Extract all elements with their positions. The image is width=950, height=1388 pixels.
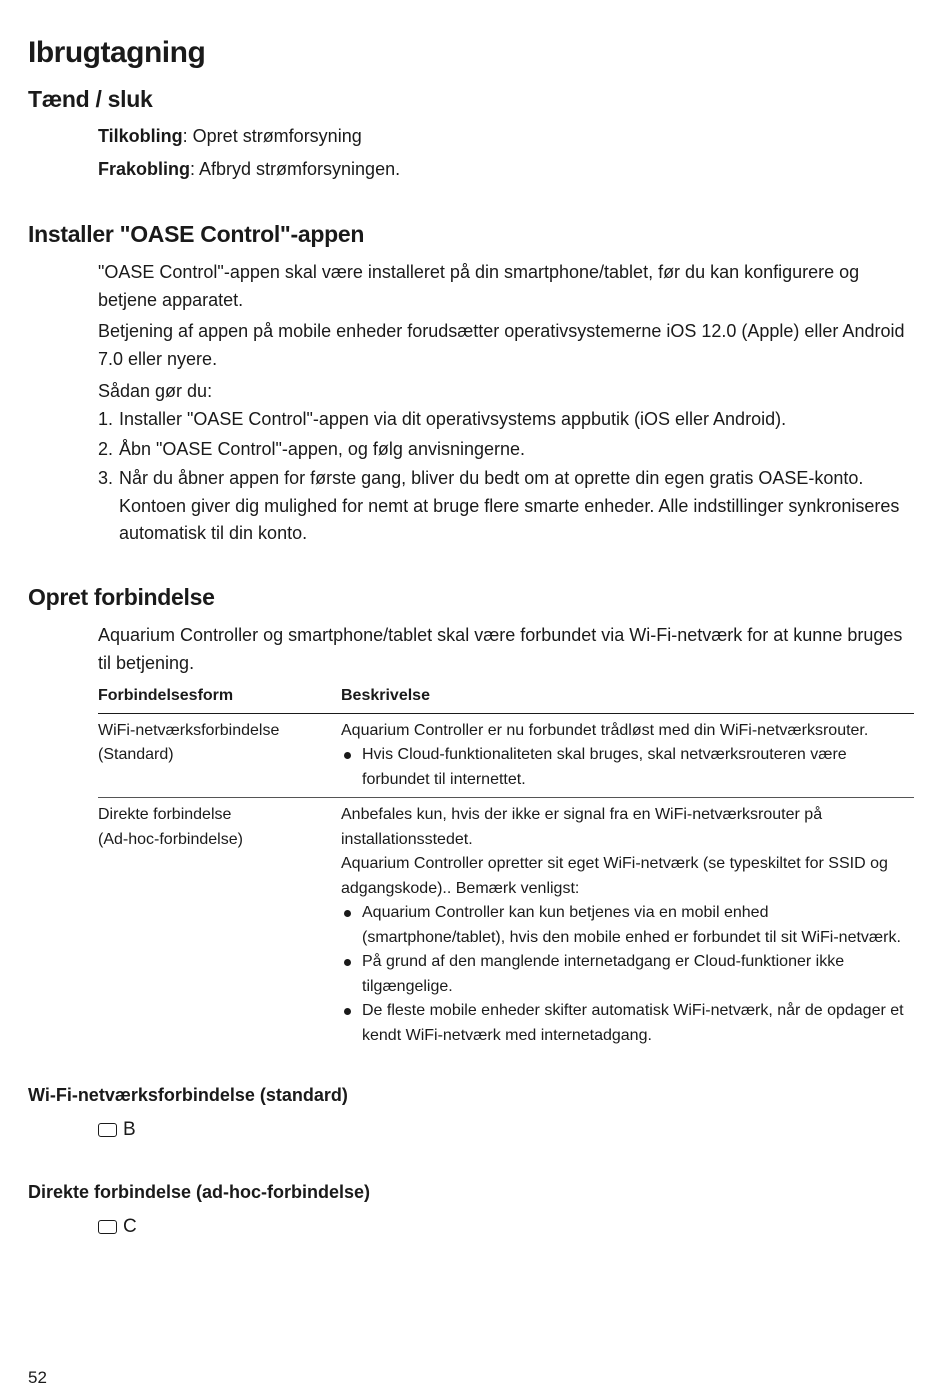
- connect-intro: Aquarium Controller og smartphone/tablet skal være forbundet via Wi-Fi-netværk for at kunne bruges til betjening.: [98, 625, 903, 673]
- app-paragraph-3: Sådan gør du:: [98, 381, 213, 401]
- form-line: (Ad-hoc-forbindelse): [98, 830, 243, 848]
- step-number: 3.: [98, 468, 114, 488]
- list-item: [98, 436, 918, 464]
- figure-letter: B: [123, 1119, 136, 1140]
- power-on-line: [98, 122, 918, 150]
- figure-icon: [98, 1123, 117, 1137]
- form-line: Direkte forbindelse: [98, 806, 232, 823]
- form-line: (Standard): [98, 746, 174, 763]
- bullet-list: [341, 901, 914, 1048]
- step-number: 2.: [98, 438, 114, 459]
- app-paragraph-2: Betjening af appen på mobile enheder forudsætter operativsystemerne iOS 12.0 (Apple) eller Android 7.0 eller nyere.: [98, 321, 905, 369]
- table-header-row: [98, 684, 914, 713]
- table-cell-description: [341, 713, 914, 798]
- power-off-text: : Afbryd strømforsyningen.: [190, 159, 401, 179]
- app-paragraph-1: "OASE Control"-appen skal være installeret på din smartphone/tablet, før du kan konfigurere og betjene apparatet.: [98, 262, 860, 310]
- form-line: WiFi-netværksforbindelse: [98, 721, 280, 739]
- bullet-list: [341, 743, 914, 792]
- bullet-item: På grund af den manglende internetadgang er Cloud-funktioner ikke tilgængelige.: [341, 950, 914, 999]
- step-text: Installer "OASE Control"-appen via dit operativsystems appbutik (iOS eller Android).: [119, 409, 787, 429]
- list-item: [98, 406, 918, 434]
- description-text: Aquarium Controller opretter sit eget WiFi-netværk (se typeskiltet for SSID og adgangskode).. Bemærk venligst:: [341, 855, 888, 897]
- description-text: Aquarium Controller er nu forbundet trådløst med din WiFi-netværksrouter.: [341, 721, 869, 739]
- power-off-label: Frakobling: [98, 159, 191, 179]
- table-header-description: Beskrivelse: [341, 684, 914, 713]
- page-number: 52: [28, 1368, 47, 1387]
- heading-app: Installer "OASE Control"-appen: [28, 221, 365, 247]
- figure-reference-b: [98, 1119, 136, 1141]
- step-text: Åbn "OASE Control"-appen, og følg anvisningerne.: [119, 438, 526, 459]
- step-number: 1.: [98, 409, 114, 429]
- page-title: Ibrugtagning: [28, 36, 206, 69]
- table-cell-description: [341, 798, 914, 1054]
- power-on-text: : Opret strømforsyning: [182, 126, 362, 146]
- table-cell-form: [98, 798, 341, 1054]
- heading-wifi: Wi-Fi-netværksforbindelse (standard): [28, 1085, 348, 1105]
- power-on-label: Tilkobling: [98, 126, 183, 146]
- power-off-line: [98, 155, 918, 183]
- description-text: Anbefales kun, hvis der ikke er signal fra en WiFi-netværksrouter på installationsstedet.: [341, 806, 823, 848]
- connection-table: [98, 684, 914, 1053]
- bullet-item: De fleste mobile enheder skifter automatisk WiFi-netværk, når de opdager et kendt WiFi-netværk med internetadgang.: [341, 999, 914, 1048]
- bullet-item: Hvis Cloud-funktionaliteten skal bruges, skal netværksrouteren være forbundet til internettet.: [341, 743, 914, 792]
- figure-icon: [98, 1220, 117, 1234]
- bullet-item: Aquarium Controller kan kun betjenes via en mobil enhed (smartphone/tablet), hvis den mobile enhed er forbundet til sit WiFi-netværk.: [341, 901, 914, 950]
- figure-reference-c: [98, 1216, 137, 1238]
- heading-adhoc: Direkte forbindelse (ad-hoc-forbindelse): [28, 1182, 371, 1202]
- table-cell-form: [98, 713, 341, 798]
- heading-power: Tænd / sluk: [28, 86, 153, 112]
- step-text: Når du åbner appen for første gang, bliver du bedt om at oprette din egen gratis OASE-konto. Kontoen giver dig mulighed for nemt at bruge flere smarte enheder. Alle indstillinger synkroniseres automatisk til din konto.: [119, 468, 900, 543]
- install-steps: [98, 406, 918, 550]
- list-item: [98, 465, 918, 548]
- table-row: [98, 713, 914, 798]
- table-header-form: Forbindelsesform: [98, 684, 341, 713]
- table-row: [98, 798, 914, 1054]
- figure-letter: C: [123, 1216, 137, 1237]
- heading-connect: Opret forbindelse: [28, 584, 215, 610]
